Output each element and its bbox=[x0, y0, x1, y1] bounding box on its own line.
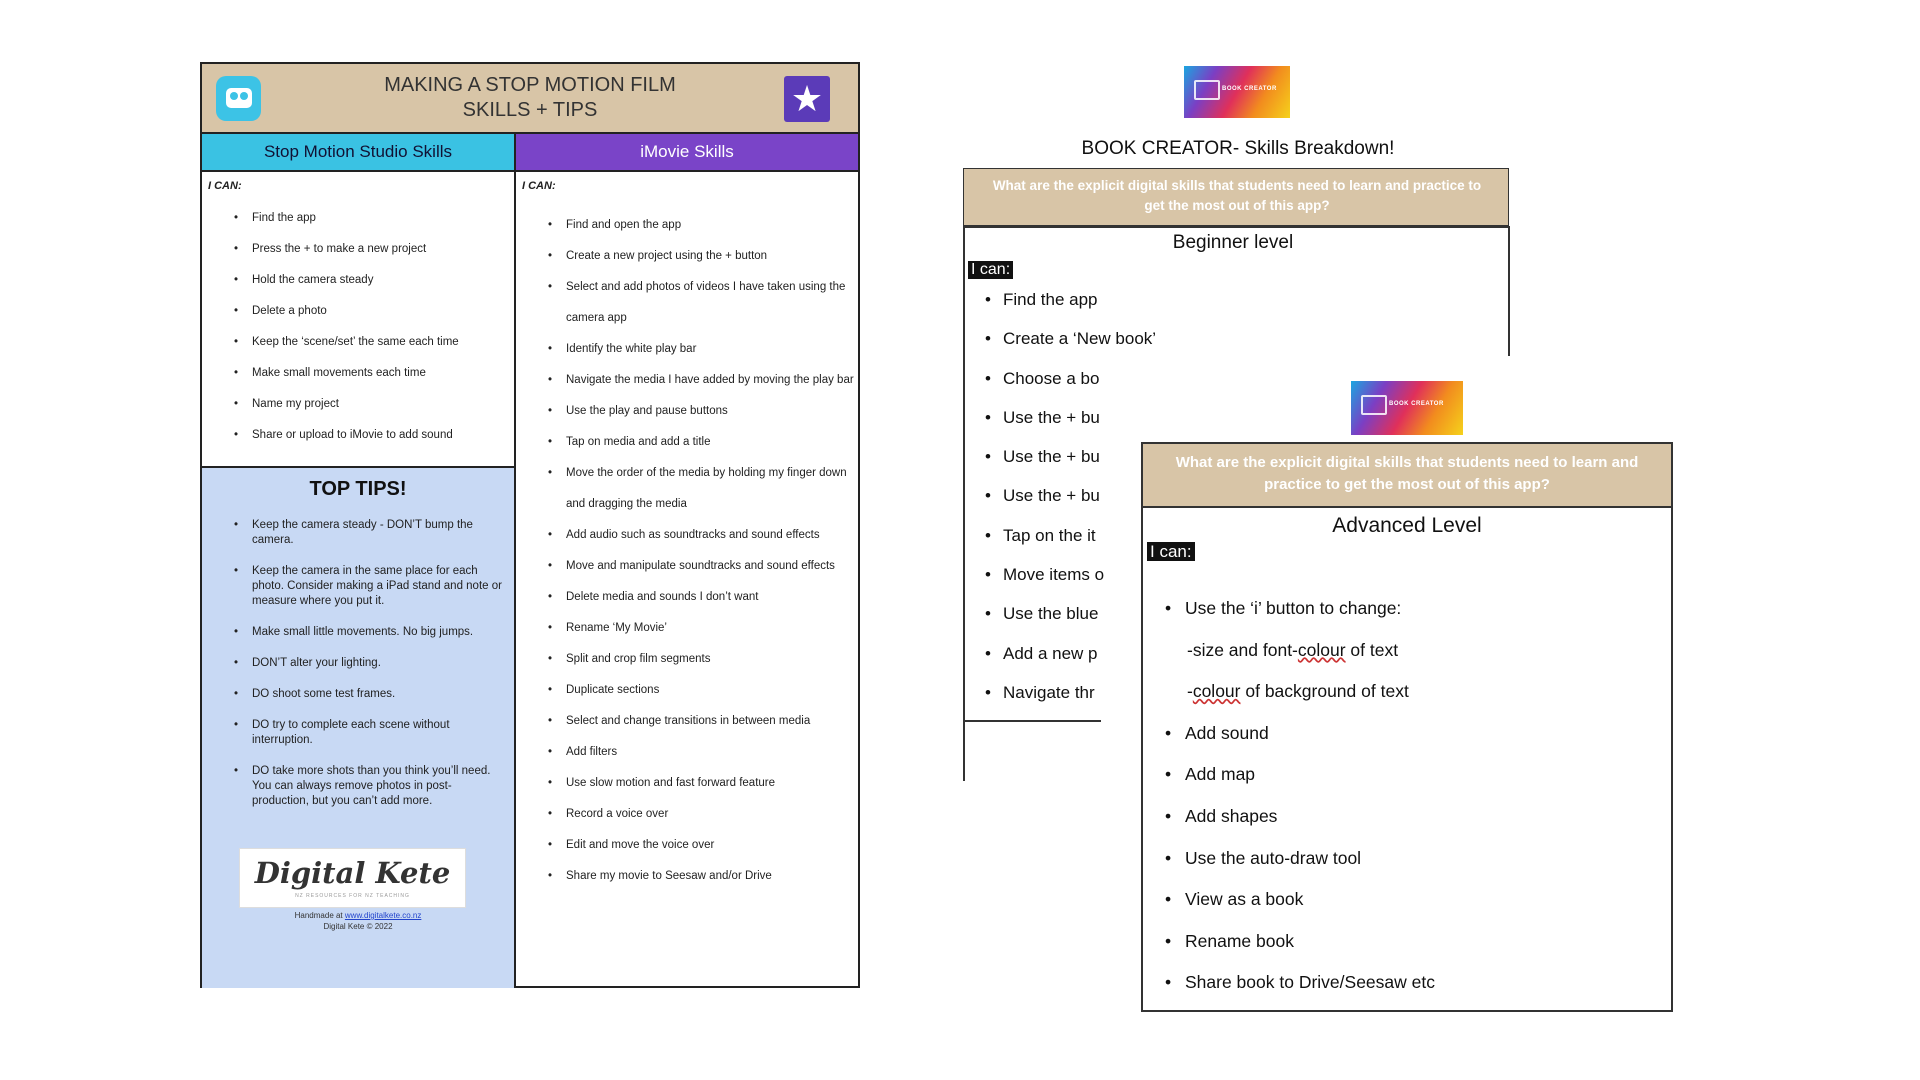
list-item: • Move the order of the media by holding my finger down and dragging the media bbox=[522, 458, 857, 520]
list-item: • Use the blue bbox=[985, 594, 1103, 633]
sub-text: colour bbox=[1192, 681, 1241, 702]
list-item: • Use the + bu bbox=[985, 437, 1103, 476]
list-item: • Add shapes bbox=[1165, 796, 1655, 838]
question-text: What are the explicit digital skills that students need to learn and practice to get the most out of this app? bbox=[1175, 454, 1639, 493]
imovie-ican-label: I CAN: bbox=[522, 180, 556, 192]
list-item: • Delete media and sounds I don’t want bbox=[522, 582, 857, 613]
list-item: • Duplicate sections bbox=[522, 675, 857, 706]
title-line-1: MAKING A STOP MOTION FILM bbox=[384, 74, 676, 96]
list-item: • Make small movements each time bbox=[208, 365, 508, 396]
website-link[interactable]: www.digitalkete.co.nz bbox=[344, 911, 422, 920]
list-item: • Name my project bbox=[208, 396, 508, 427]
list-item: • DO try to complete each scene without interruption. bbox=[208, 718, 508, 748]
stop-motion-skills-header: Stop Motion Studio Skills bbox=[202, 134, 514, 172]
book-icon bbox=[1194, 80, 1220, 100]
list-item: • Identify the white play bar bbox=[522, 334, 857, 365]
list-item: • Tap on the it bbox=[985, 516, 1103, 555]
list-item: • DO shoot some test frames. bbox=[208, 687, 508, 702]
list-item: • Edit and move the voice over bbox=[522, 830, 857, 861]
credit-prefix: Handmade at bbox=[294, 911, 345, 920]
question-banner bbox=[963, 168, 1509, 226]
list-item: • Keep the camera steady - DON’T bump the camera. bbox=[208, 518, 508, 548]
logo-text: BOOK CREATOR bbox=[1222, 86, 1277, 92]
imovie-star-icon: ★ bbox=[784, 76, 830, 122]
top-tips-title: TOP TIPS! bbox=[309, 478, 407, 500]
list-item: • Keep the camera in the same place for each photo. Consider making a iPad stand and note or measure where you put it. bbox=[208, 564, 508, 609]
list-item: • Find and open the app bbox=[522, 210, 857, 241]
list-item: • Find the app bbox=[208, 210, 508, 241]
book-creator-logo bbox=[1184, 66, 1290, 118]
question-banner bbox=[1143, 444, 1671, 508]
list-item: • Tap on media and add a title bbox=[522, 427, 857, 458]
credit-text bbox=[202, 910, 514, 932]
book-creator-advanced-sheet bbox=[1141, 442, 1673, 1012]
stop-motion-worksheet bbox=[200, 62, 860, 988]
list-item: • Record a voice over bbox=[522, 799, 857, 830]
advanced-skills-list bbox=[1165, 588, 1655, 1004]
worksheet-header bbox=[202, 64, 858, 134]
sub-item bbox=[1165, 671, 1655, 713]
logo-text: Digital Kete bbox=[254, 856, 451, 890]
ican-label: I can: bbox=[968, 261, 1013, 279]
list-item: • Use slow motion and fast forward feature bbox=[522, 768, 857, 799]
worksheet-title bbox=[202, 73, 858, 123]
list-item: • Select and add photos of videos I have taken using the camera app bbox=[522, 272, 857, 334]
list-item: • Create a ‘New book’ bbox=[985, 319, 1103, 358]
list-item: • Move items o bbox=[985, 555, 1103, 594]
list-item: • Navigate the media I have added by moving the play bar bbox=[522, 365, 857, 396]
list-item: • Use the play and pause buttons bbox=[522, 396, 857, 427]
logo-subtext: NZ RESOURCES FOR NZ TEACHING bbox=[295, 893, 410, 899]
book-creator-logo bbox=[1351, 381, 1463, 435]
list-item: • Navigate thr bbox=[985, 673, 1103, 712]
list-item: • Add audio such as soundtracks and sound effects bbox=[522, 520, 857, 551]
list-item: • Use the ‘i’ button to change: bbox=[1165, 588, 1655, 630]
sub-item bbox=[1165, 630, 1655, 672]
list-item: • View as a book bbox=[1165, 879, 1655, 921]
list-item: • DON’T alter your lighting. bbox=[208, 656, 508, 671]
list-item: • Rename ‘My Movie’ bbox=[522, 613, 857, 644]
list-item: • Keep the ‘scene/set’ the same each time bbox=[208, 334, 508, 365]
border-line bbox=[963, 226, 965, 781]
list-item: • Choose a bo bbox=[985, 359, 1103, 398]
list-item: • Delete a photo bbox=[208, 303, 508, 334]
list-item: • Share book to Drive/Seesaw etc bbox=[1165, 962, 1655, 1004]
sub-text: colour bbox=[1297, 639, 1346, 660]
beginner-skills-list bbox=[985, 280, 1157, 712]
list-item: • Share or upload to iMovie to add sound bbox=[208, 427, 508, 458]
imovie-skills-header: iMovie Skills bbox=[516, 134, 858, 172]
list-item: • Add sound bbox=[1165, 713, 1655, 755]
list-item: • Hold the camera steady bbox=[208, 272, 508, 303]
title-line-2: SKILLS + TIPS bbox=[462, 99, 598, 121]
sub-text: -size and font- bbox=[1187, 639, 1298, 660]
list-item: • Press the + to make a new project bbox=[208, 241, 508, 272]
list-item: • Create a new project using the + button bbox=[522, 241, 857, 272]
list-item: • Use the + bu bbox=[985, 476, 1103, 515]
sub-text: of background of text bbox=[1240, 681, 1409, 702]
list-item: • Use the auto-draw tool bbox=[1165, 838, 1655, 880]
border-line bbox=[1508, 226, 1510, 356]
book-icon bbox=[1361, 395, 1387, 415]
column-divider bbox=[514, 134, 516, 986]
top-tips-panel bbox=[202, 466, 514, 988]
imovie-skills-list bbox=[522, 210, 857, 892]
list-item: • Make small little movements. No big jumps. bbox=[208, 625, 508, 640]
question-text: What are the explicit digital skills that students need to learn and practice to get the most out of this app? bbox=[992, 178, 1482, 213]
list-item: • Select and change transitions in between media bbox=[522, 706, 857, 737]
stop-motion-skills-list bbox=[208, 210, 508, 458]
list-item: • Share my movie to Seesaw and/or Drive bbox=[522, 861, 857, 892]
level-heading: Advanced Level bbox=[1332, 514, 1482, 537]
sub-text: of text bbox=[1345, 639, 1399, 660]
list-item: • Add a new p bbox=[985, 634, 1103, 673]
copyright: Digital Kete © 2022 bbox=[323, 922, 393, 931]
digital-kete-logo bbox=[239, 848, 466, 908]
stop-motion-ican-label: I CAN: bbox=[208, 180, 242, 192]
level-heading: Beginner level bbox=[1172, 232, 1294, 253]
sub-text: - bbox=[1187, 681, 1193, 702]
list-item: • Use the + bu bbox=[985, 398, 1103, 437]
list-item: • Rename book bbox=[1165, 921, 1655, 963]
divider bbox=[963, 226, 1509, 228]
list-item: • Add map bbox=[1165, 754, 1655, 796]
ican-label: I can: bbox=[1147, 542, 1195, 561]
list-item: • Split and crop film segments bbox=[522, 644, 857, 675]
list-item: • Find the app bbox=[985, 280, 1103, 319]
logo-text: BOOK CREATOR bbox=[1389, 401, 1444, 407]
top-tips-list bbox=[208, 518, 508, 825]
list-item: • Move and manipulate soundtracks and sound effects bbox=[522, 551, 857, 582]
list-item: • DO take more shots than you think you’ll need. You can always remove photos in post-production, but you can’t add more. bbox=[208, 764, 508, 809]
book-creator-title: BOOK CREATOR- Skills Breakdown! bbox=[1081, 138, 1395, 159]
border-line bbox=[963, 720, 1101, 722]
list-item: • Add filters bbox=[522, 737, 857, 768]
